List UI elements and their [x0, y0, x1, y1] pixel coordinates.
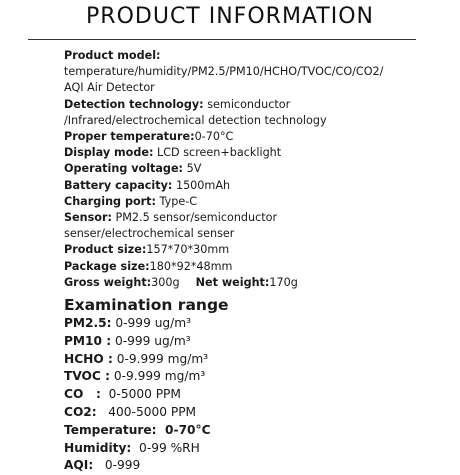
- spec-row-model-value-2: [64, 80, 444, 96]
- page-title: PRODUCT INFORMATION: [86, 4, 374, 29]
- spec-label: Display mode:: [64, 146, 154, 160]
- title-divider: [28, 39, 416, 40]
- section-title: Examination range: [64, 296, 229, 314]
- spec-label: Proper temperature:: [64, 130, 195, 144]
- spec-value: 157*70*30mm: [146, 243, 230, 257]
- range-row-pm10: [64, 333, 444, 351]
- range-row-tvoc: [64, 368, 444, 386]
- spec-value: Type-C: [156, 194, 198, 208]
- spec-row-weight: [64, 275, 444, 291]
- spec-label: Battery capacity:: [64, 178, 173, 192]
- range-label: PM2.5:: [64, 316, 112, 330]
- range-row-humidity: [64, 440, 444, 458]
- spec-value: AQI Air Detector: [64, 81, 155, 95]
- spec-label: Operating voltage:: [64, 162, 184, 176]
- spec-row-voltage: [64, 161, 444, 177]
- range-value: 0-70°C: [156, 422, 211, 437]
- spec-label: Charging port:: [64, 194, 156, 208]
- range-label: Humidity:: [64, 440, 132, 455]
- spec-value: LCD screen+backlight: [153, 146, 282, 160]
- spec-row-charging: [64, 194, 444, 210]
- range-value: 0-9.999 mg/m³: [112, 351, 209, 366]
- spec-value: 0-70°C: [194, 130, 234, 144]
- spec-value: semiconductor: [203, 97, 291, 111]
- range-value: 0-999 ug/m³: [111, 333, 191, 348]
- spec-row-detection-value: [64, 113, 444, 129]
- spec-row-product-size: [64, 242, 444, 258]
- range-label: AQI:: [64, 458, 94, 473]
- spec-row-proper-temperature: [64, 129, 444, 145]
- spec-value: /Infrared/electrochemical detection technology: [64, 113, 327, 127]
- range-label: CO :: [64, 387, 101, 402]
- spec-row-sensor-value: [64, 226, 444, 242]
- spec-label: Detection technology:: [64, 97, 204, 111]
- range-row-pm25: [64, 315, 444, 333]
- spec-label: Product size:: [64, 243, 147, 257]
- spec-row-detection: [64, 97, 444, 113]
- range-value: 0-999: [93, 458, 141, 473]
- spec-label: Gross weight:: [64, 275, 152, 289]
- spec-label: Sensor:: [64, 211, 112, 225]
- spec-row-sensor: [64, 210, 444, 226]
- range-value: 0-9.999 mg/m³: [109, 369, 206, 384]
- spec-row-package-size: [64, 259, 444, 275]
- spec-value: 5V: [183, 162, 202, 176]
- range-value: 0-5000 PPM: [100, 387, 181, 402]
- spec-label: Product model:: [64, 49, 161, 62]
- range-row-hcho: [64, 351, 444, 369]
- range-value: 0-99 %RH: [131, 440, 200, 455]
- spec-list: [64, 48, 444, 291]
- range-row-aqi: [64, 457, 444, 475]
- range-value: 400-5000 PPM: [96, 404, 197, 419]
- spec-row-model-value: [64, 64, 444, 80]
- range-label: CO2:: [64, 404, 97, 419]
- spec-label: Package size:: [64, 259, 150, 273]
- range-row-co2: [64, 404, 444, 422]
- spec-value: 1500mAh: [172, 178, 231, 192]
- range-value: 0-999 ug/m³: [111, 316, 192, 330]
- range-row-co: [64, 386, 444, 404]
- spec-label: Net weight:: [195, 275, 270, 289]
- spec-value: temperature/humidity/PM2.5/PM10/HCHO/TVOC/CO/CO2/: [64, 65, 384, 79]
- range-row-temperature: [64, 422, 444, 440]
- range-label: Temperature:: [64, 422, 157, 437]
- range-label: TVOC :: [64, 369, 110, 384]
- spec-value: 180*92*48mm: [149, 259, 233, 273]
- range-label: HCHO :: [64, 351, 113, 366]
- examination-range: [64, 296, 444, 475]
- spec-value: PM2.5 sensor/semiconductor: [111, 211, 278, 225]
- spec-row-battery: [64, 178, 444, 194]
- spec-row-display: [64, 145, 444, 161]
- spec-value: 170g: [269, 275, 298, 289]
- spec-value: 300g: [151, 275, 180, 289]
- range-label: PM10 :: [64, 333, 112, 348]
- spec-row-model: [64, 48, 444, 64]
- spec-value: senser/electrochemical senser: [64, 227, 235, 241]
